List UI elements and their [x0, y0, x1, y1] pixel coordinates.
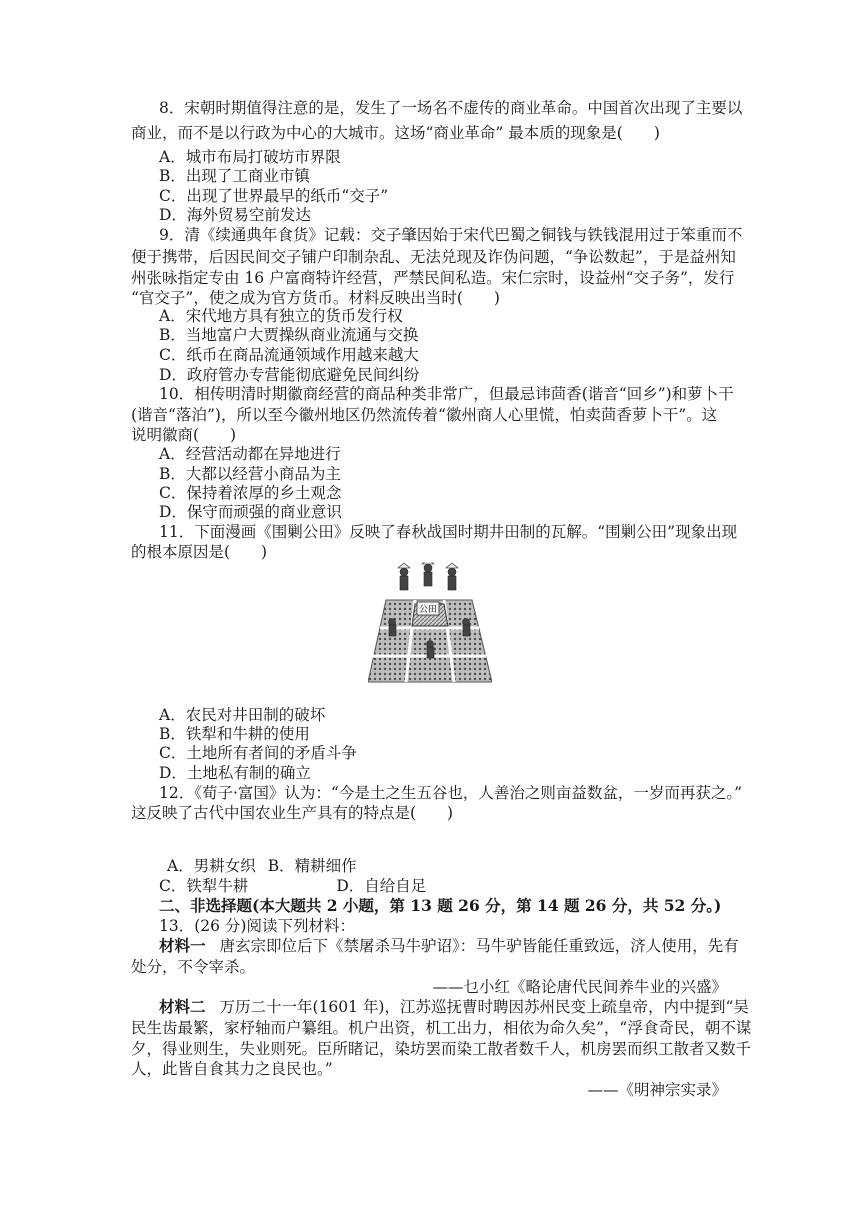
q12-stem-line-2: 这反映了古代中国农业生产具有的特点是( )	[131, 804, 454, 822]
material-1-text: 唐玄宗即位后下《禁屠杀马牛驴诏》：马牛驴皆能任重致远，济人使用，先有	[219, 937, 739, 955]
figure-label-public-field: 公田	[418, 605, 438, 615]
q11-option-a: A．农民对井田制的破坏	[159, 706, 326, 724]
material-1-source: ——乜小红《略论唐代民间养牛业的兴盛》	[432, 978, 727, 996]
q13-material-2-line-4: 人，此皆自食其力之良民也。”	[131, 1060, 333, 1078]
q13-material-2-line-1	[159, 997, 749, 1017]
q8-stem-line-2: 商业，而不是以行政为中心的大城市。这场“商业革命” 最本质的现象是( )	[131, 124, 660, 142]
q13-material-1-line-2: 处分，不令宰杀。	[131, 958, 256, 976]
q10-option-d: D．保守而顽强的商业意识	[159, 503, 342, 521]
q8-option-a: A．城市布局打破坊市界限	[159, 148, 341, 166]
q11-stem-line-1: 11．下面漫画《围剿公田》反映了春秋战国时期井田制的瓦解。“围剿公田”现象出现	[159, 523, 738, 541]
q13-material-1-line-1	[159, 936, 739, 956]
q11-stem-line-2: 的根本原因是( )	[131, 543, 268, 561]
q12-option-a: A．男耕女织	[167, 857, 256, 875]
material-2-label: 材料二	[159, 997, 206, 1016]
section-2-heading: 二、非选择题(本大题共 2 小题，第 13 题 26 分，第 14 题 26 分，共 52 分。)	[159, 896, 722, 915]
q10-option-c: C．保持着浓厚的乡土观念	[159, 484, 342, 502]
q10-stem-line-3: 说明徽商( )	[131, 426, 237, 444]
q12-options-row-2	[159, 876, 426, 896]
q8-option-c: C．出现了世界最早的纸币“交子”	[159, 187, 389, 205]
q10-stem-line-1: 10．相传明清时期徽商经营的商品种类非常广，但最忌讳茴香(谐音“回乡”)和萝卜干	[159, 385, 734, 403]
material-2-text: 万历二十一年(1601 年)，江苏巡抚曹时聘因苏州民变上疏皇帝，内中提到“吴	[219, 998, 749, 1016]
q11-option-c: C．土地所有者间的矛盾斗争	[159, 744, 357, 762]
q8-option-d: D．海外贸易空前发达	[159, 206, 311, 224]
q13-material-2-line-3: 夕，得业则生，失业则死。臣所睹记，染坊罢而染工散者数千人，机房罢而织工散者又数千	[131, 1040, 752, 1058]
q9-option-d: D．政府管办专营能彻底避免民间纠纷	[159, 366, 420, 384]
material-2-source: ——《明神宗实录》	[587, 1081, 727, 1099]
q11-option-b: B．铁犁和牛耕的使用	[159, 725, 310, 743]
q8-option-b: B．出现了工商业市镇	[159, 167, 310, 185]
q8-stem-line-1: 8．宋朝时期值得注意的是，发生了一场名不虚传的商业革命。中国首次出现了主要以	[159, 99, 743, 117]
q12-option-d: D．自给自足	[336, 877, 427, 895]
q12-stem-line-1: 12．《荀子·富国》认为：“今是土之生五谷也，人善治之则亩益数盆，一岁而再获之。”	[159, 784, 743, 802]
q13-material-2-line-2: 民生齿最繁，家杼轴而户纂组。机户出资，机工出力，相依为命久矣”，“浮食奇民，朝不谋	[131, 1019, 752, 1037]
q9-option-b: B．当地富户大贾操纵商业流通与交换	[159, 326, 419, 344]
q10-option-b: B．大都以经营小商品为主	[159, 465, 341, 483]
q12-option-c: C．铁犁牛耕	[159, 877, 249, 895]
q9-option-c: C．纸币在商品流通领域作用越来越大	[159, 346, 419, 364]
q10-option-a: A．经营活动都在异地进行	[159, 445, 341, 463]
q9-stem-line-1: 9．清《续通典年食货》记载：交子肇因始于宋代巴蜀之铜钱与铁钱混用过于笨重而不	[159, 226, 743, 244]
q9-option-a: A．宋代地方具有独立的货币发行权	[159, 307, 403, 325]
q12-option-b: B．精耕细作	[267, 857, 357, 875]
material-1-label: 材料一	[159, 936, 206, 955]
q13-stem: 13．(26 分)阅读下列材料：	[159, 917, 355, 935]
cartoon-enclosing-public-field	[368, 562, 492, 688]
q12-options-row-1	[167, 856, 357, 876]
q10-stem-line-2: (谐音“落泊”)，所以至今徽州地区仍然流传着“徽州商人心里慌，怕卖茴香萝卜干”。这	[131, 406, 718, 424]
q9-stem-line-4: “官交子”，使之成为官方货币。材料反映出当时( )	[131, 289, 500, 307]
q9-stem-line-2: 便于携带，后因民间交子铺户印制杂乱、无法兑现及诈伪问题，“争讼数起”，于是益州知	[131, 248, 736, 266]
q11-option-d: D．土地私有制的确立	[159, 764, 311, 782]
q9-stem-line-3: 州张咏指定专由 16 户富商特许经营，严禁民间私造。宋仁宗时，设益州“交子务”，发行	[131, 269, 735, 287]
